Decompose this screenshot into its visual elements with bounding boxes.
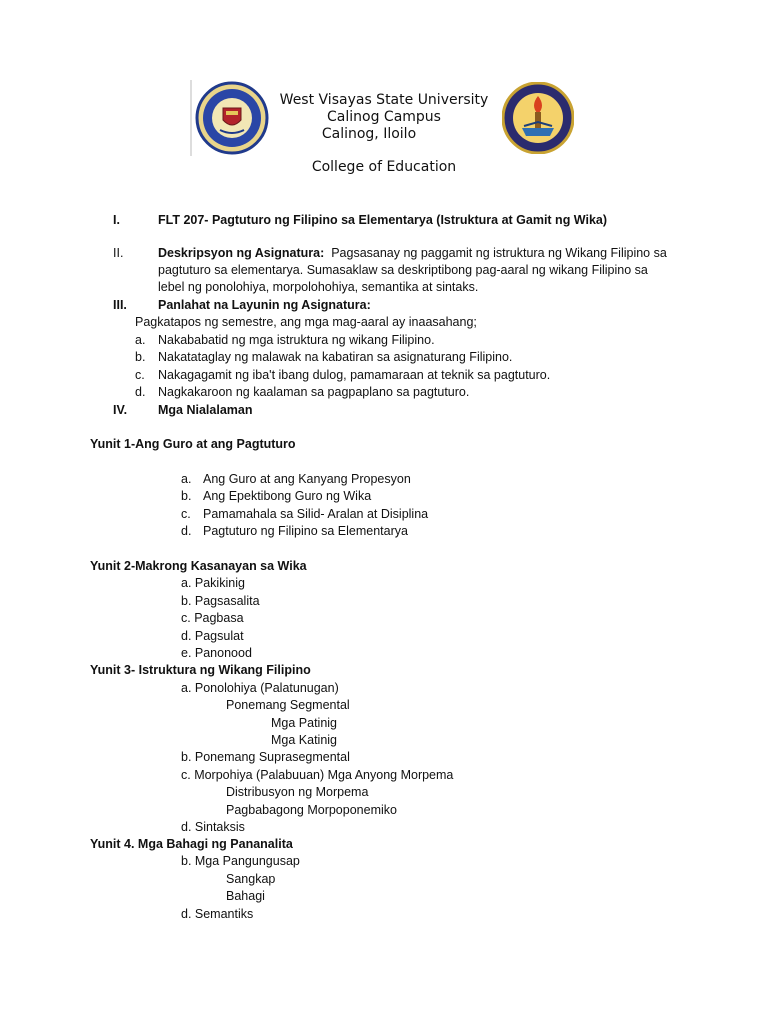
description-line-1: Pagsasanay ng paggamit ng istruktura ng Wikang Filipino sa [331,246,667,260]
objective-text: Nakatataglay ng malawak na kabatiran sa asignaturang Filipino. [158,350,513,364]
objective-letter: a. [135,333,146,347]
objective-letter: c. [135,368,145,382]
college-name: College of Education [311,159,457,175]
college-of-education-seal-logo [502,82,574,154]
campus-name: Calinog Campus [327,109,441,125]
unit-2-item: b. Pagsasalita [181,594,260,608]
unit-2-item: e. Panonood [181,646,252,660]
unit-3-line: d. Sintaksis [181,820,245,834]
contents-title: Mga Nialalaman [158,403,253,417]
unit-4-line: d. Semantiks [181,907,254,921]
unit-1-letter: d. [181,524,192,538]
description-line-2: pagtuturo sa elementarya. Sumasaklaw sa deskriptibong pag-aaral ng wikang Filipino sa [158,263,648,277]
unit-4-title: Yunit 4. Mga Bahagi ng Pananalita [90,837,293,851]
unit-1-letter: c. [181,507,191,521]
unit-3-line: Distribusyon ng Morpema [226,785,369,799]
objective-text: Nakababatid ng mga istruktura ng wikang Filipino. [158,333,435,347]
unit-4-line: b. Mga Pangungusap [181,854,300,868]
unit-1-item: Pamamahala sa Silid- Aralan at Disiplina [203,507,429,521]
unit-2-item: d. Pagsulat [181,629,244,643]
objective-letter: d. [135,385,146,399]
unit-3-line: Pagbabagong Morpoponemiko [226,803,397,817]
course-description [158,245,667,262]
description-label: Deskripsyon ng Asignatura: [158,246,325,260]
objective-text: Nagkakaroon ng kaalaman sa pagpaplano sa pagtuturo. [158,385,470,399]
section-number-1: I. [113,213,120,227]
unit-2-item: c. Pagbasa [181,611,244,625]
unit-1-letter: a. [181,472,192,486]
unit-3-line: b. Ponemang Suprasegmental [181,750,350,764]
unit-3-line: Mga Patinig [271,716,338,730]
section-number-3: III. [113,298,127,312]
unit-2-item: a. Pakikinig [181,576,245,590]
unit-3-title: Yunit 3- Istruktura ng Wikang Filipino [90,663,311,677]
course-title: FLT 207- Pagtuturo ng Filipino sa Elementarya (Istruktura at Gamit ng Wika) [158,213,608,227]
section-number-4: IV. [113,403,128,417]
college-seal-icon [502,82,574,154]
section-number-2: II. [113,246,124,260]
objectives-title: Panlahat na Layunin ng Asignatura: [158,298,371,312]
unit-1-item: Ang Guro at ang Kanyang Propesyon [203,472,411,486]
unit-4-line: Bahagi [226,889,265,903]
university-seal-icon [190,80,270,156]
unit-3-line: c. Morpohiya (Palabuuan) Mga Anyong Morpema [181,768,454,782]
campus-location: Calinog, Iloilo [321,126,417,142]
unit-4-line: Sangkap [226,872,276,886]
unit-3-line: a. Ponolohiya (Palatunugan) [181,681,339,695]
unit-1-item: Pagtuturo ng Filipino sa Elementarya [203,524,408,538]
unit-3-line: Mga Katinig [271,733,338,747]
unit-1-letter: b. [181,489,192,503]
description-line-3: lebel ng ponolohiya, morpolohohiya, semantika at sintaks. [158,280,479,294]
unit-1-item: Ang Epektibong Guro ng Wika [203,489,372,503]
unit-2-title: Yunit 2-Makrong Kasanayan sa Wika [90,559,307,573]
objective-letter: b. [135,350,146,364]
unit-1-title: Yunit 1-Ang Guro at ang Pagtuturo [90,437,296,451]
unit-3-line: Ponemang Segmental [226,698,350,712]
objectives-intro: Pagkatapos ng semestre, ang mga mag-aaral ay inaasahang; [135,315,477,329]
university-seal-logo [190,80,270,156]
university-name: West Visayas State University [279,92,489,108]
objective-text: Nakagagamit ng iba't ibang dulog, pamamaraan at teknik sa pagtuturo. [158,368,551,382]
